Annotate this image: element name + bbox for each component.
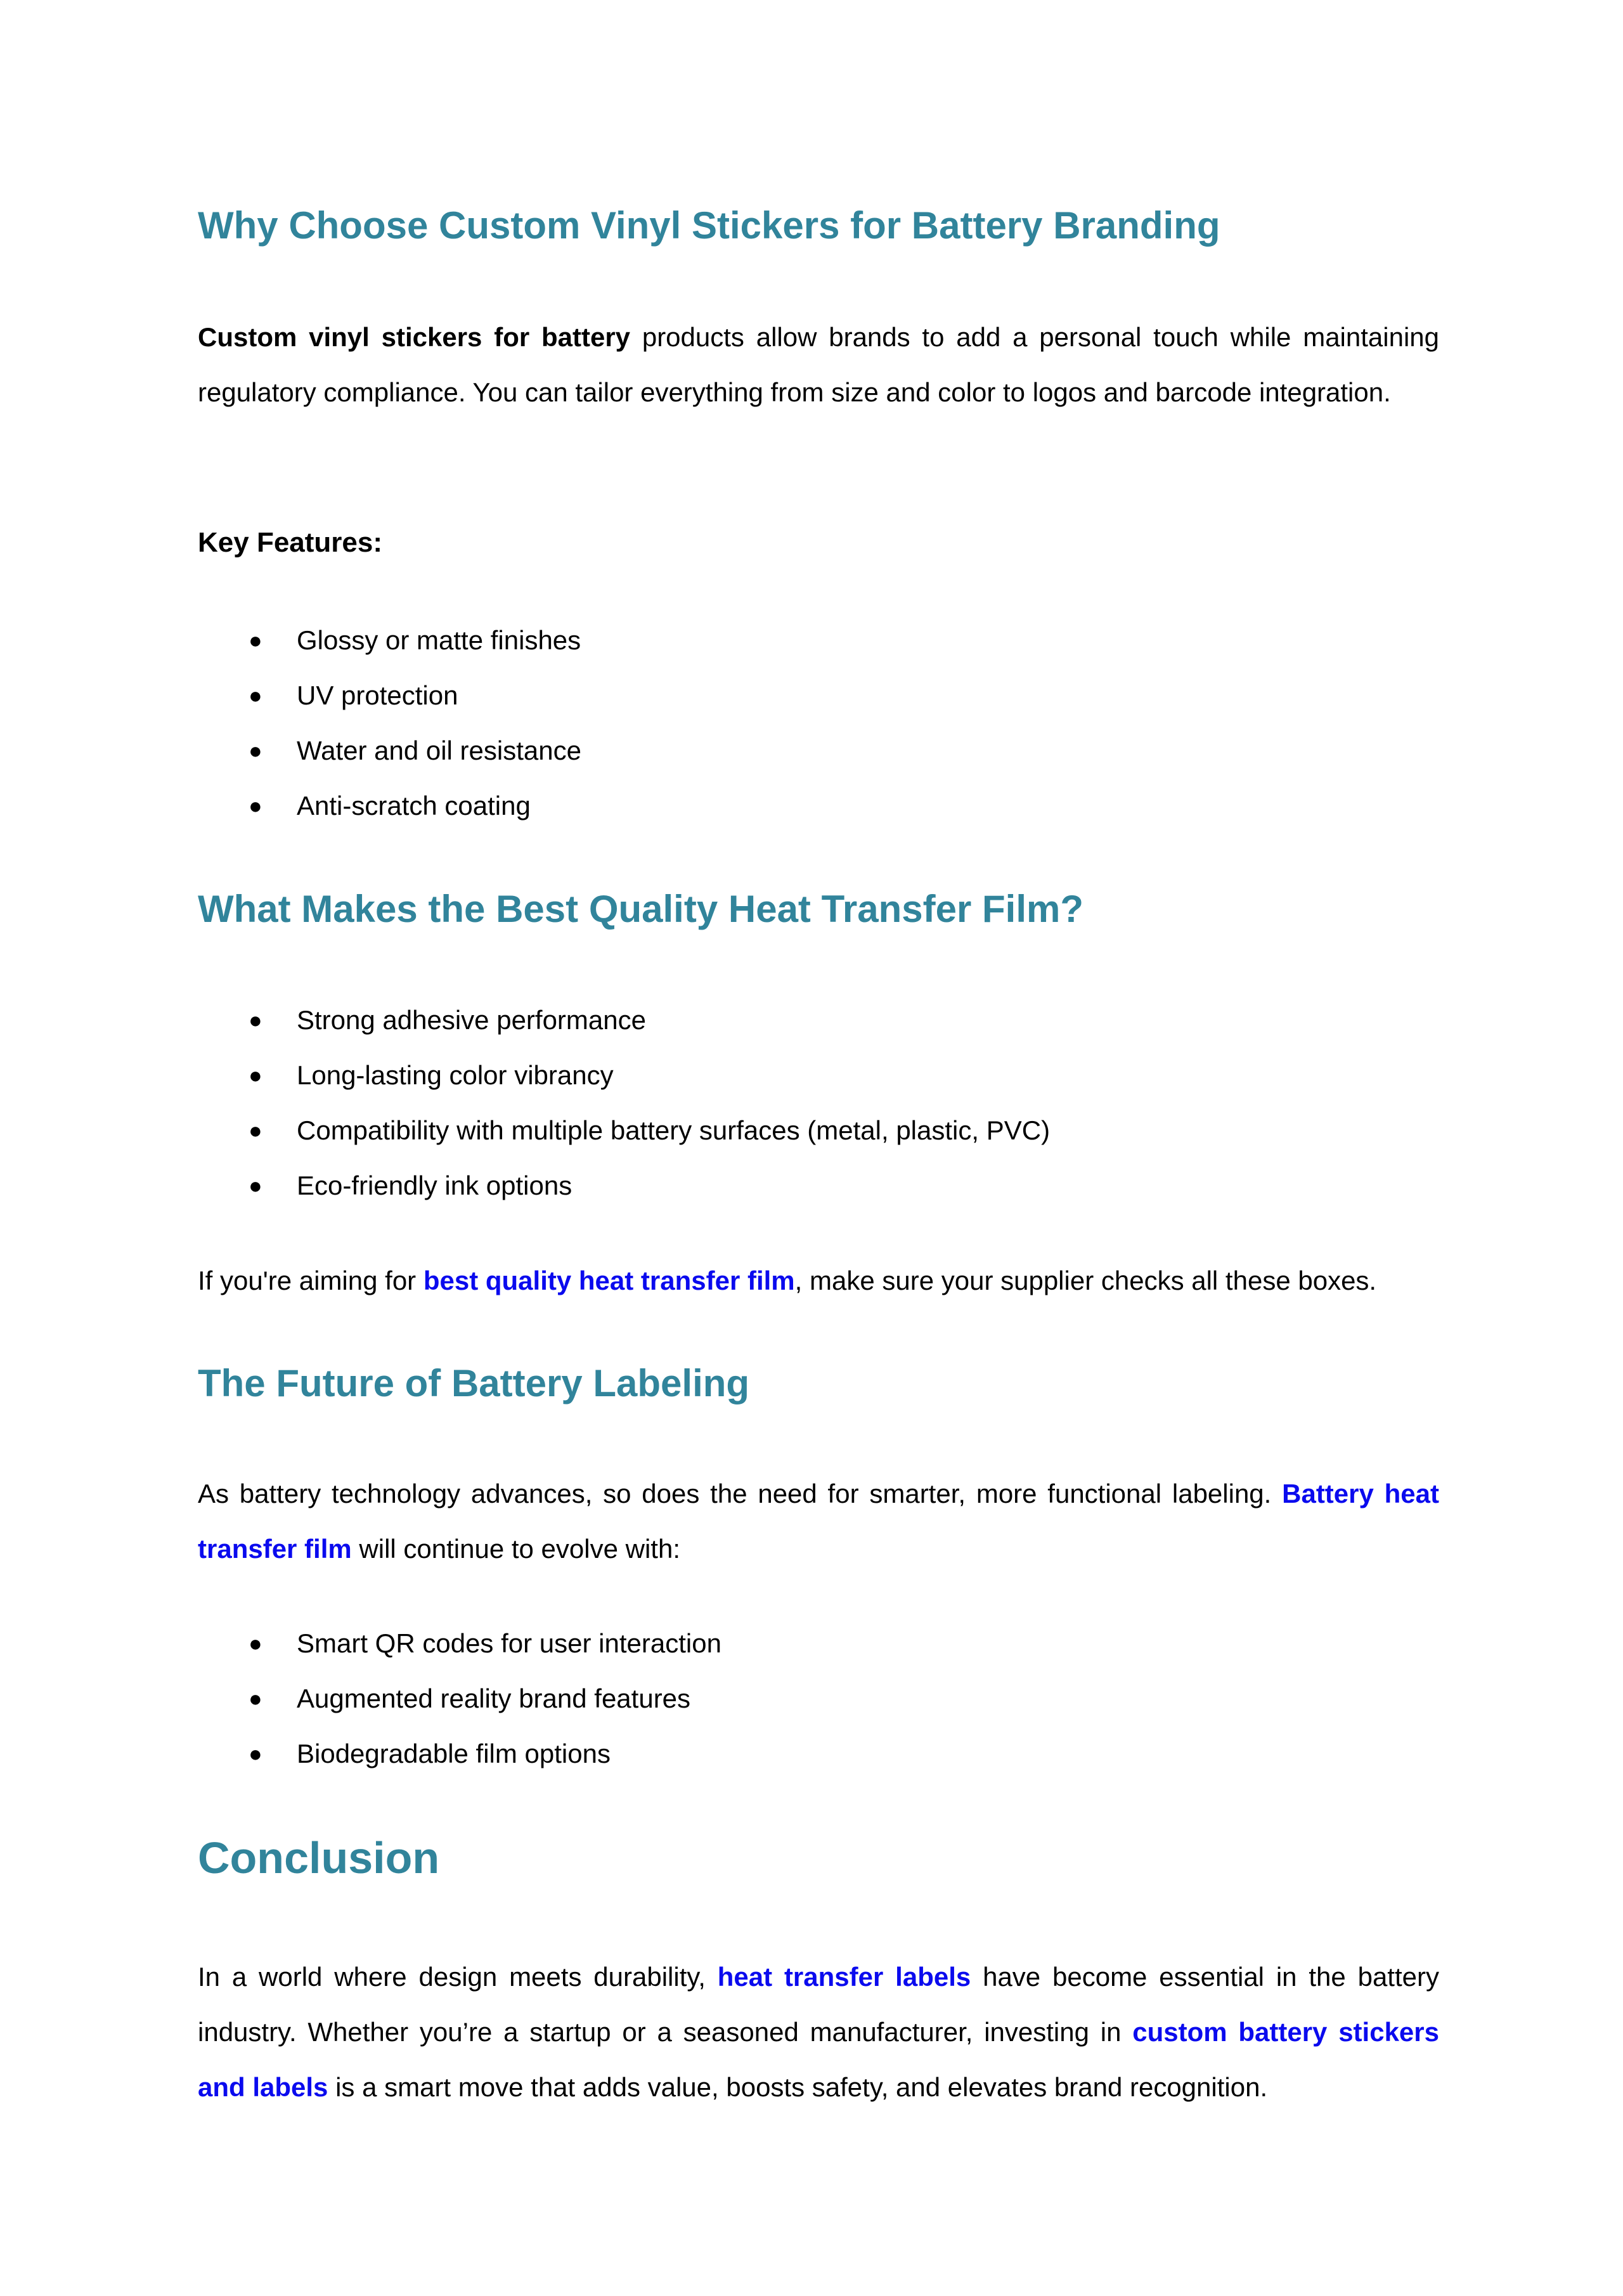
bullet-icon: ●	[249, 1685, 262, 1711]
custom-battery-stickers-link[interactable]: custom battery stickers and labels	[198, 2017, 1439, 2102]
list-item-text: UV protection	[297, 680, 458, 710]
key-features-label: Key Features:	[198, 527, 383, 558]
section-heading-future-labeling: The Future of Battery Labeling	[198, 1362, 750, 1404]
list-item-text: Strong adhesive performance	[297, 1005, 646, 1035]
bullet-icon: ●	[249, 737, 262, 763]
list-item-text: Smart QR codes for user interaction	[297, 1628, 721, 1658]
list-item-text: Anti-scratch coating	[297, 791, 531, 820]
intro-paragraph	[198, 309, 1439, 420]
list-item-text: Eco-friendly ink options	[297, 1171, 572, 1200]
bullet-icon: ●	[249, 793, 262, 819]
conclusion-heading: Conclusion	[198, 1833, 440, 1883]
heat-transfer-labels-link[interactable]: heat transfer labels	[717, 1962, 971, 1992]
bullet-icon: ●	[249, 1172, 262, 1198]
bullet-icon: ●	[249, 1630, 262, 1656]
intro-text: products allow brands to add a personal touch while maintaining regulatory compliance. You can tailor everything from size and color to logos and barcode integration.	[198, 322, 1440, 407]
paragraph-text: In a world where design meets durability,	[198, 1962, 718, 1992]
section-heading-vinyl-stickers: Why Choose Custom Vinyl Stickers for Battery Branding	[198, 204, 1220, 247]
list-item-text: Water and oil resistance	[297, 736, 581, 765]
paragraph-text: As battery technology advances, so does the need for smarter, more functional labeling.	[198, 1479, 1283, 1508]
bullet-icon: ●	[249, 1062, 262, 1088]
best-quality-heat-transfer-film-link[interactable]: best quality heat transfer film	[423, 1266, 795, 1295]
paragraph-text: will continue to evolve with:	[351, 1534, 680, 1564]
future-paragraph	[198, 1466, 1439, 1576]
battery-heat-transfer-film-link[interactable]: Battery heat transfer film	[198, 1479, 1439, 1564]
paragraph-text: , make sure your supplier checks all these boxes.	[794, 1266, 1377, 1295]
list-item-text: Glossy or matte finishes	[297, 625, 581, 655]
list-item-text: Augmented reality brand features	[297, 1683, 691, 1713]
conclusion-paragraph	[198, 1949, 1439, 2115]
bullet-icon: ●	[249, 627, 262, 653]
intro-bold-phrase: Custom vinyl stickers for battery	[198, 322, 631, 352]
list-item-text: Biodegradable film options	[297, 1739, 611, 1768]
bullet-icon: ●	[249, 1741, 262, 1767]
bullet-icon: ●	[249, 682, 262, 708]
paragraph-text: is a smart move that adds value, boosts safety, and elevates brand recognition.	[328, 2072, 1268, 2102]
paragraph-text: have become essential in the battery industry. Whether you’re a startup or a seasoned manufacturer, investing in	[198, 1962, 1439, 2047]
supplier-paragraph	[198, 1253, 1439, 1308]
section-heading-heat-transfer-film: What Makes the Best Quality Heat Transfer Film?	[198, 888, 1084, 930]
list-item-text: Compatibility with multiple battery surfaces (metal, plastic, PVC)	[297, 1115, 1051, 1145]
bullet-icon: ●	[249, 1007, 262, 1033]
paragraph-text: If you're aiming for	[198, 1266, 424, 1295]
list-item-text: Long-lasting color vibrancy	[297, 1060, 614, 1090]
bullet-icon: ●	[249, 1117, 262, 1143]
